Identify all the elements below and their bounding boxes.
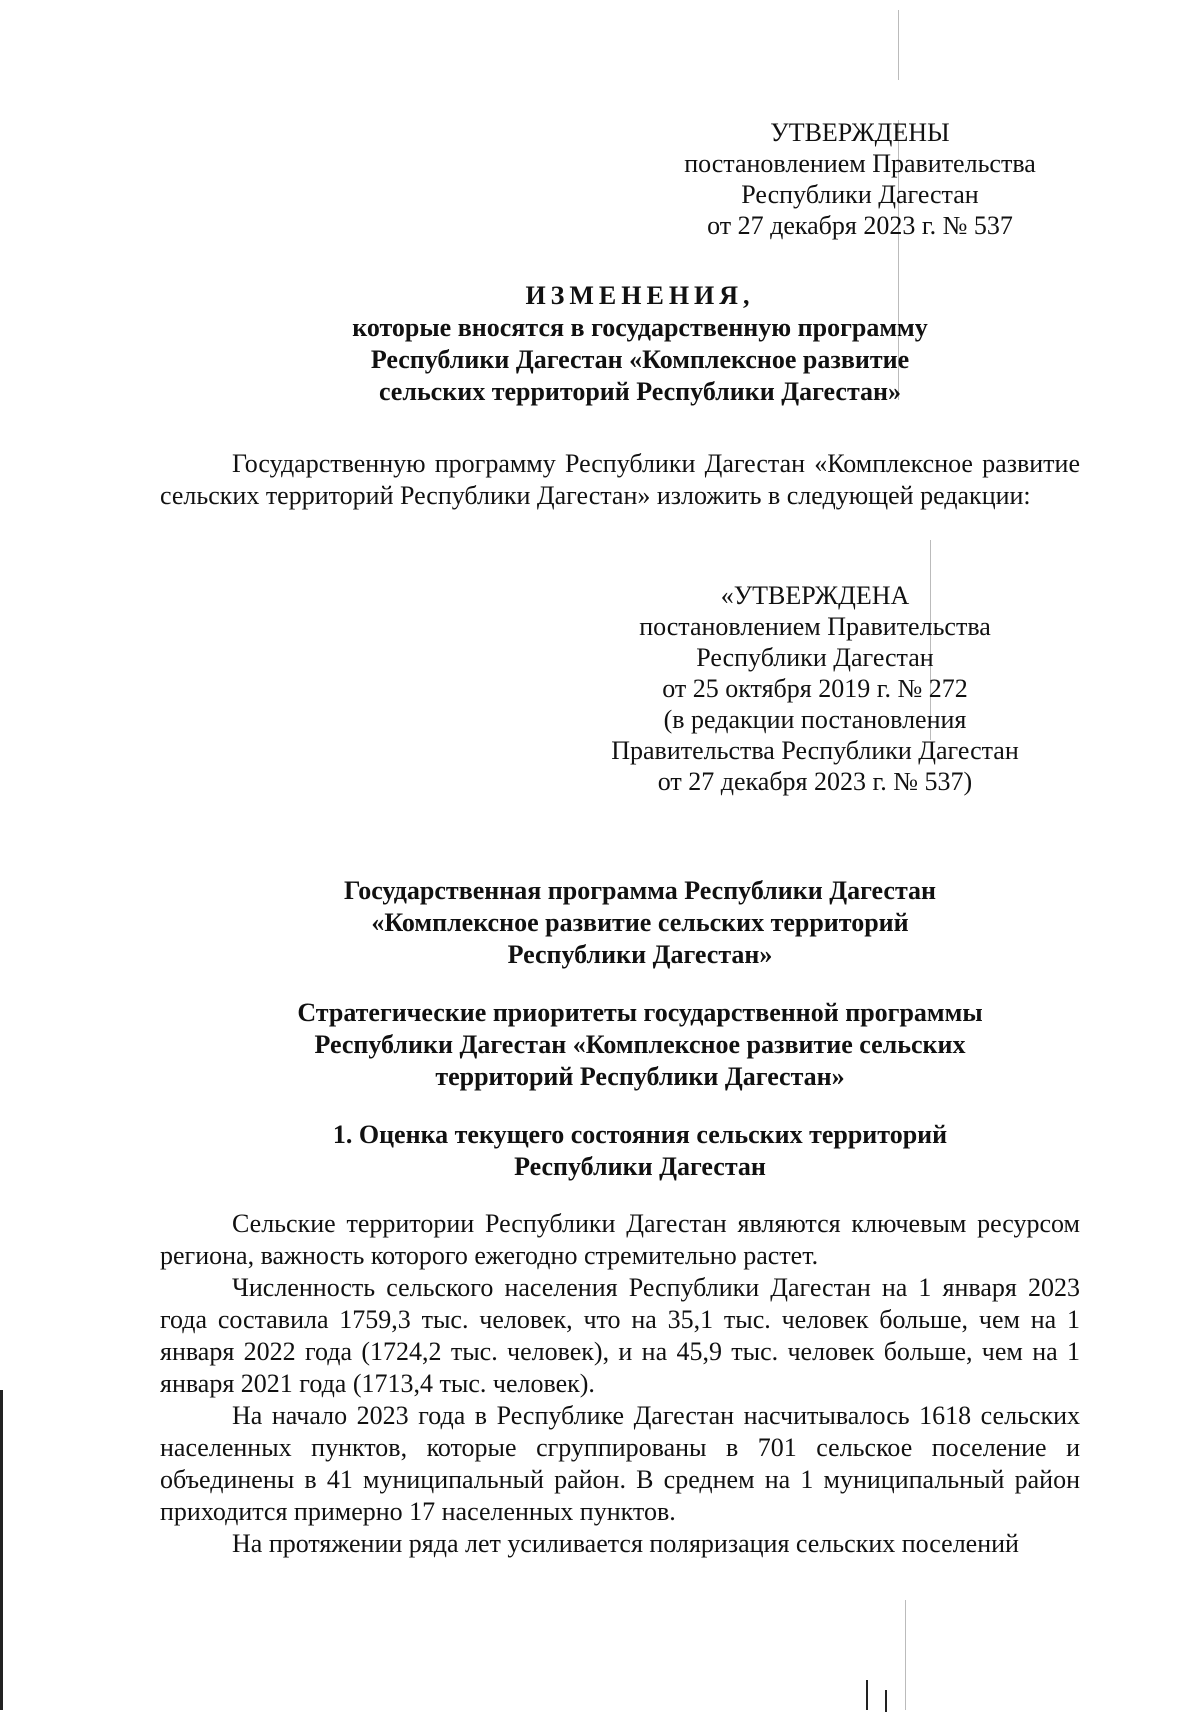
approval-inner-line1: «УТВЕРЖДЕНА <box>720 581 910 610</box>
approval-block-top <box>660 117 1060 241</box>
intro-paragraph: Государственную программу Республики Дагестан «Комплексное развитие сельских территорий Республики Дагестан» изложить в следующей редакции: <box>160 449 1080 510</box>
section1-title-line1: 1. Оценка текущего состояния сельских территорий <box>332 1120 948 1149</box>
approval-inner-line2: постановлением Правительства <box>639 612 991 641</box>
body-paragraph: На начало 2023 года в Республике Дагестан насчитывалось 1618 сельских населенных пунктов, которые сгруппированы в 701 сельское поселение и объединены в 41 муниципальный район. В среднем на 1 муниципальный район приходится примерно 17 населенных пунктов. <box>160 1401 1080 1526</box>
approval-inner-line4: от 25 октября 2019 г. № 272 <box>662 674 968 703</box>
priorities-title <box>140 997 1140 1093</box>
approval-inner-line6: Правительства Республики Дагестан <box>611 736 1019 765</box>
section1-title <box>140 1119 1140 1183</box>
body-paragraph: Сельские территории Республики Дагестан являются ключевым ресурсом региона, важность которого ежегодно стремительно растет. <box>160 1209 1080 1270</box>
approval-block-inner <box>590 580 1040 797</box>
program-title-line2: «Комплексное развитие сельских территорий <box>371 908 909 937</box>
changes-heading-line3: сельских территорий Республики Дагестан» <box>378 377 902 406</box>
approval-top-line2: постановлением Правительства <box>684 149 1036 178</box>
priorities-title-line1: Стратегические приоритеты государственной программы <box>297 998 983 1027</box>
approval-inner-line7: от 27 декабря 2023 г. № 537) <box>657 767 973 796</box>
program-title-line3: Республики Дагестан» <box>507 940 773 969</box>
section1-title-line2: Республики Дагестан <box>514 1152 766 1181</box>
changes-heading-line1: которые вносятся в государственную программу <box>352 313 928 342</box>
scan-edge-mark <box>866 1680 868 1710</box>
scan-artifact-line <box>898 10 899 80</box>
approval-inner-line3: Республики Дагестан <box>696 643 934 672</box>
priorities-title-line2: Республики Дагестан «Комплексное развитие сельских <box>314 1030 966 1059</box>
body-text <box>160 1208 1080 1560</box>
approval-inner-line5: (в редакции постановления <box>663 705 967 734</box>
body-paragraph: На протяжении ряда лет усиливается поляризация сельских поселений <box>232 1529 1019 1558</box>
approval-top-line3: Республики Дагестан <box>741 180 979 209</box>
approval-top-line4: от 27 декабря 2023 г. № 537 <box>707 211 1013 240</box>
scan-edge-mark <box>885 1690 887 1712</box>
changes-heading-line2: Республики Дагестан «Комплексное развитие <box>370 345 910 374</box>
body-paragraph: Численность сельского населения Республики Дагестан на 1 января 2023 года составила 1759,3 тыс. человек, что на 35,1 тыс. человек больше, чем на 1 января 2022 года (1724,2 тыс. человек), и на 45,9 тыс. человек больше, чем на 1 января 2021 года (1713,4 тыс. человек). <box>160 1273 1080 1398</box>
scan-edge-mark <box>0 1390 3 1710</box>
approval-top-line1: УТВЕРЖДЕНЫ <box>770 118 950 147</box>
program-title-line1: Государственная программа Республики Дагестан <box>343 876 937 905</box>
changes-heading-title: ИЗМЕНЕНИЯ, <box>525 281 755 310</box>
changes-heading <box>140 280 1140 408</box>
scan-artifact-line <box>905 1600 906 1710</box>
priorities-title-line3: территорий Республики Дагестан» <box>435 1062 845 1091</box>
program-title <box>140 875 1140 971</box>
